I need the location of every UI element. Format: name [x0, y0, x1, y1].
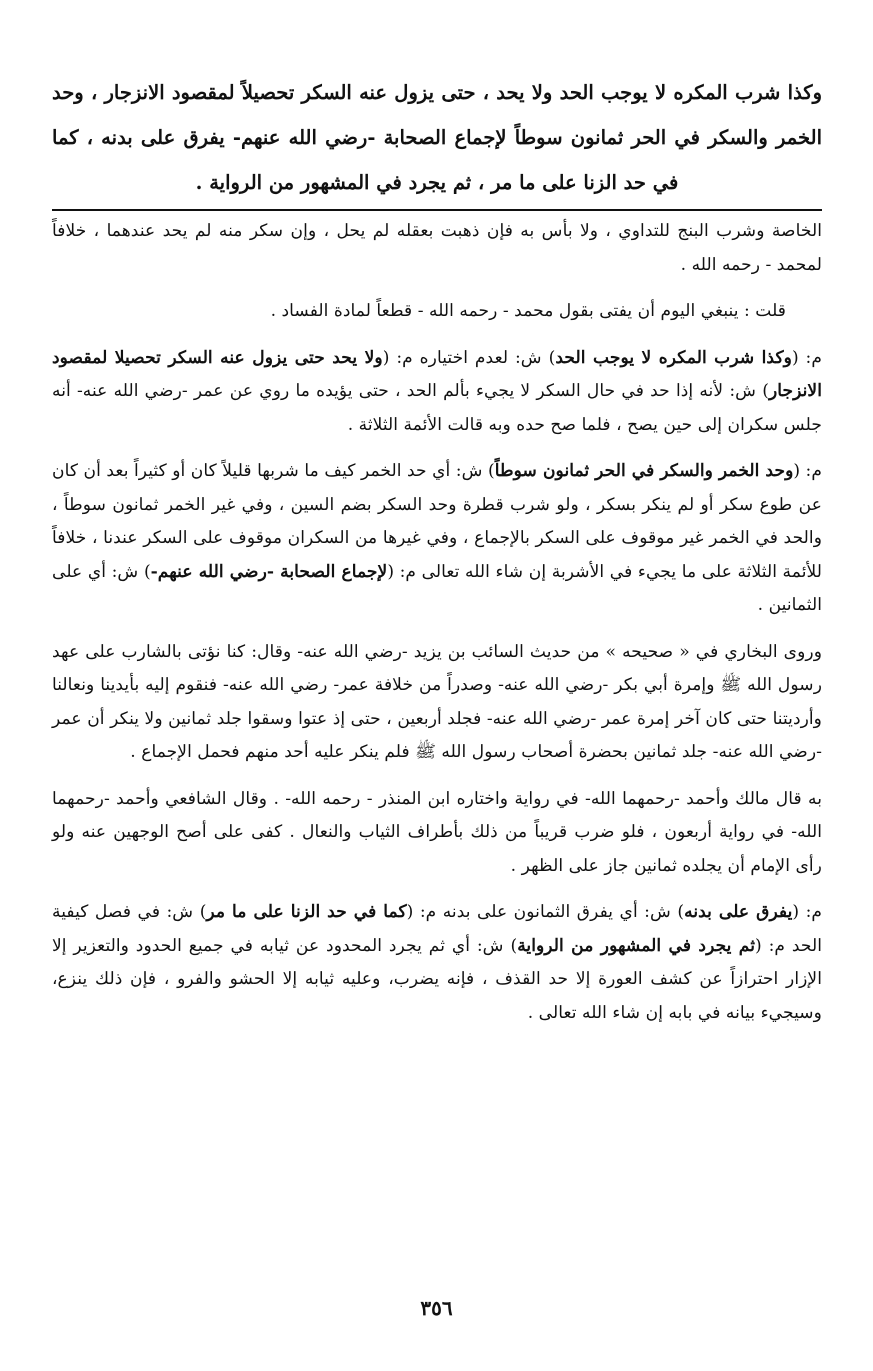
page-number: ٣٥٦ [420, 1296, 453, 1320]
commentary-paragraph: وروى البخاري في « صحيحه » من حديث السائب بن يزيد -رضي الله عنه- وقال: كنا نؤتى بالشارب على عهد رسول الله ﷺ وإمرة أبي بكر -رضي الله عنه- وصدراً من خلافة عمر- رضي الله عنه- فنقوم إليه بأيدينا ونعالنا وأرديتنا حتى كان آخر إمرة عمر -رضي الله عنه- فجلد أربعين ، حتى إذ عتوا وسقوا جلد ثمانين ولا ينكر أن عمر -رضي الله عنه- جلد ثمانين بحضرة أصحاب رسول الله ﷺ فلم ينكر عليه أحد منهم فحمل الإجماع . [52, 641, 822, 762]
quoted-main-text: لإجماع الصحابة -رضي الله عنهم- [150, 561, 388, 582]
quoted-main-text: يفرق على بدنه [684, 902, 793, 922]
commentary-paragraph: الخاصة وشرب البنج للتداوي ، ولا بأس به فإن ذهبت بعقله لم يحل ، وإن سكر منه لم يحد عندهما ، خلافاً لمحمد - رحمه الله . [52, 221, 822, 275]
quoted-main-text: ولا يحد حتى يزول عنه السكر تحصيلا لمقصود الانزجار [52, 347, 822, 401]
quoted-main-text: ثم يجرد في المشهور من الرواية [517, 935, 756, 956]
commentary-note: قلت : ينبغي اليوم أن يفتى بقول محمد - رحمه الله - قطعاً لمادة الفساد . [270, 301, 786, 321]
quoted-main-text: كما في حد الزنا على ما مر [206, 902, 407, 922]
commentary-paragraph: م: (وحد الخمر والسكر في الحر ثمانون سوطاً) ش: أي حد الخمر كيف ما شربها قليلاً كان أو كثيراً بعد أن كان عن طوع سكر أو لم ينكر بسكر ، ولو شرب قطرة وحد السكر بضم السين ، وفي غير الخمر ثمانون سوطاً ، والحد في الخمر غير موقوف على السكر بالإجماع ، وفي غيرها من السكران موقوف على السكر عندنا ، خلافاً للأئمة الثلاثة على ما يجيء في الأشربة إن شاء الله تعالى م: (لإجماع الصحابة -رضي الله عنهم-) ش: أي على الثمانين . [52, 461, 822, 615]
quoted-main-text: وكذا شرب المكره لا يوجب الحد [555, 347, 792, 368]
quoted-main-text: وحد الخمر والسكر في الحر ثمانون سوطاً [494, 461, 794, 481]
main-text-block [52, 70, 822, 205]
main-text: وكذا شرب المكره لا يوجب الحد ولا يحد ، حتى يزول عنه السكر تحصيلاً لمقصود الانزجار ، وحد الخمر والسكر في الحر ثمانون سوطاً لإجماع الصحابة -رضي الله عنهم- يفرق على بدنه ، كما في حد الزنا على ما مر ، ثم يجرد في المشهور من الرواية . [52, 81, 822, 194]
commentary-paragraph: به قال مالك وأحمد -رحمهما الله- في رواية واختاره ابن المنذر - رحمه الله- . وقال الشافعي وأحمد -رحمهما الله- في رواية أربعون ، فلو ضرب قريباً من ذلك بأطراف الثياب والنعال . كفى على أصح الوجهين عنه ولو رأى الإمام أن يجلده ثمانين جاز على الظهر . [52, 788, 822, 876]
commentary-paragraph: م: (يفرق على بدنه) ش: أي يفرق الثمانون على بدنه م: (كما في حد الزنا على ما مر) ش: في فصل كيفية الحد م: (ثم يجرد في المشهور من الرواية) ش: أي ثم يجرد المحدود عن ثيابه في جميع الحدود والتعزير إلا الإزار احترازاً عن كشف العورة إلا حد القذف ، فإنه يضرب، وعليه ثيابه إلا الحشو والفرو ، فإن ذلك ينزع، وسيجيء بيانه في بابه إن شاء الله تعالى . [52, 902, 823, 1023]
commentary-block [52, 215, 822, 1043]
separator-line [52, 209, 822, 211]
commentary-paragraph: م: (وكذا شرب المكره لا يوجب الحد) ش: لعدم اختياره م: (ولا يحد حتى يزول عنه السكر تحصيلا لمقصود الانزجار) ش: لأنه إذا حد في حال السكر لا يجيء بألم الحد ، حتى يؤيده ما روي عن عمر -رضي الله عنه- أنه جلس سكران إلى حين يصح ، فلما صح حده وبه قالت الأئمة الثلاثة . [52, 347, 822, 435]
